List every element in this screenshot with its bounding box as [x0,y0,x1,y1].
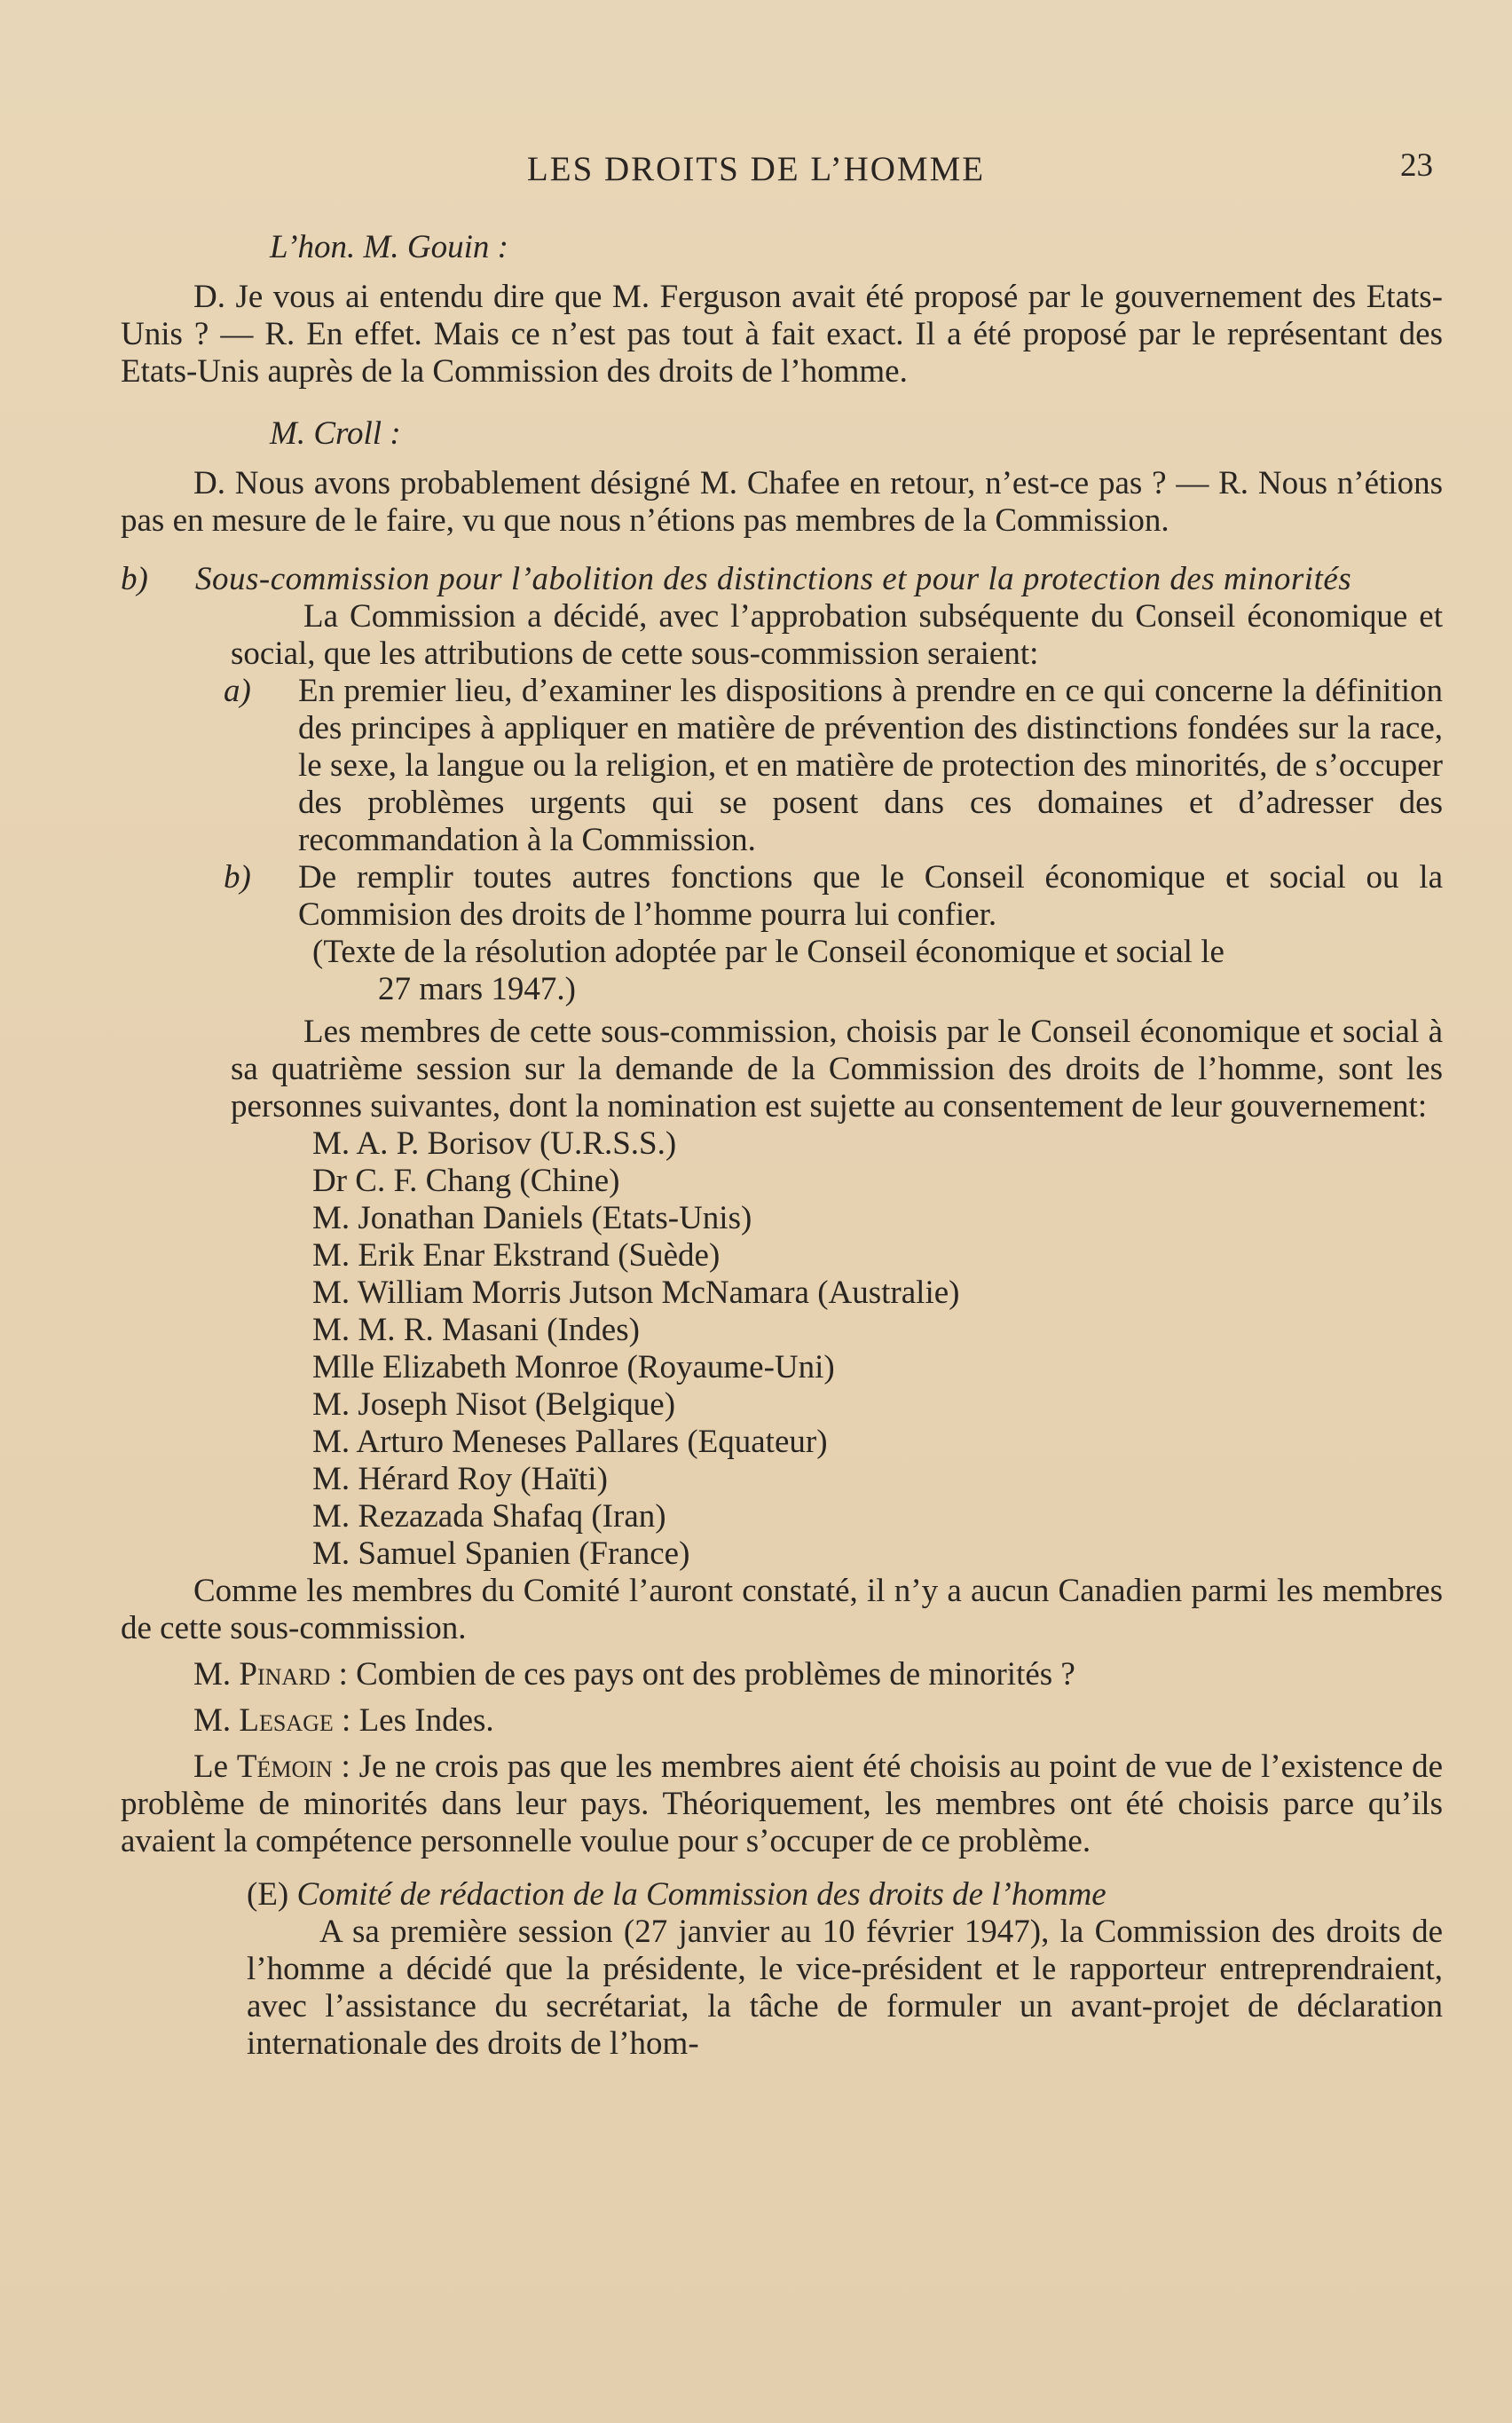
page-body [121,229,1443,2063]
section-b-intro: La Commission a décidé, avec l’approbation subséquente du Conseil économique et social, que les attributions de cette sous-commission seraient: [231,598,1443,672]
section-b-label: b) [121,561,148,597]
dialogue-pinard [121,1656,1443,1693]
member-name: M. William Morris Jutson McNamara (Australie) [312,1275,960,1311]
list-item [121,859,1443,934]
citation-line-2: 27 mars 1947.) [378,971,576,1007]
member-name: M. Rezazada Shafaq (Iran) [312,1498,666,1535]
speaker-gouin: L’hon. M. Gouin : [270,229,508,265]
member-name: M. Erik Enar Ekstrand (Suède) [312,1237,721,1274]
running-header-title: LES DROITS DE L’HOMME [526,150,986,188]
dialogue-text: : Je ne crois pas que les membres aient été choisis au point de vue de l’existence de problème de minorités dans leur pays. Théoriquement, les membres ont été choisis parce qu’ils avaient la compétence personnelle voulue pour s’occuper de ce problème. [121,1748,1444,1859]
members-list [121,1125,1443,1573]
member-name: M. A. P. Borisov (U.R.S.S.) [312,1125,677,1162]
speaker-croll: M. Croll : [270,415,401,452]
member-name: Dr C. F. Chang (Chine) [312,1163,620,1199]
dialogue-text: : Les Indes. [333,1702,494,1739]
speaker-name: Lesage [239,1702,334,1739]
item-text: De remplir toutes autres fonctions que le Conseil économique et social ou la Commision des droits de l’homme pourra lui confier. [298,859,1443,933]
section-e-heading [121,1876,1443,1914]
dialogue-temoin [121,1748,1443,1860]
list-item [121,673,1443,859]
speaker-name: Témoin [236,1748,333,1785]
member-name: M. Samuel Spanien (France) [312,1535,690,1572]
member-name: M. Joseph Nisot (Belgique) [312,1386,676,1423]
member-name: M. Arturo Meneses Pallares (Equateur) [312,1424,828,1460]
section-b-heading [121,561,1443,598]
citation-line-1: (Texte de la résolution adoptée par le Conseil économique et social le [312,934,1225,970]
section-b-title: Sous-commission pour l’abolition des distinctions et pour la protection des minorités [195,561,1352,597]
closing-remark: Comme les membres du Comité l’auront constaté, il n’y a aucun Canadien parmi les membres de cette sous-commission. [121,1573,1443,1646]
section-e-title: Comité de rédaction de la Commission des droits de l’homme [296,1876,1106,1913]
member-name: M. M. R. Masani (Indes) [312,1312,640,1348]
members-intro: Les membres de cette sous-commission, choisis par le Conseil économique et social à sa quatrième session sur la demande de la Commission des droits de l’homme, sont les personnes suivantes, dont la nomination est sujette au consentement de leur gouvernement: [231,1014,1443,1125]
item-label: b) [224,859,251,896]
croll-question-answer: D. Nous avons probablement désigné M. Chafee en retour, n’est-ce pas ? — R. Nous n’étions pas en mesure de le faire, vu que nous n’étions pas membres de la Commission. [121,465,1443,539]
dialogue-lesage [121,1702,1443,1740]
speaker-prefix: M. [193,1702,232,1739]
gouin-question-answer: D. Je vous ai entendu dire que M. Ferguson avait été proposé par le gouvernement des Etats-Unis ? — R. En effet. Mais ce n’est pas tout à fait exact. Il a été proposé par le représentant des Etats-Unis auprès de la Commission des droits de l’homme. [121,279,1443,390]
speaker-prefix: Le [193,1748,229,1785]
member-name: M. Jonathan Daniels (Etats-Unis) [312,1200,752,1236]
section-e-text: A sa première session (27 janvier au 10 février 1947), la Commission des droits de l’homme a décidé que la présidente, le vice-président et le rapporteur entreprendraient, avec l’assistance du secrétariat, la tâche de formuler un avant-projet de déclaration internationale des droits de l’hom- [247,1914,1443,2062]
item-text: En premier lieu, d’examiner les dispositions à prendre en ce qui concerne la définition des principes à appliquer en matière de prévention des distinctions fondées sur la race, le sexe, la langue ou la religion, et en matière de protection des minorités, de s’occuper des problèmes urgents qui se posent dans ces domaines et d’adresser des recommandation à la Commission. [298,673,1443,858]
dialogue-text: : Combien de ces pays ont des problèmes de minorités ? [330,1656,1075,1693]
member-name: Mlle Elizabeth Monroe (Royaume-Uni) [312,1349,835,1385]
speaker-name: Pinard [239,1656,331,1693]
section-e-label: (E) [247,1876,289,1913]
speaker-prefix: M. [193,1656,232,1693]
member-name: M. Hérard Roy (Haïti) [312,1461,608,1497]
page-number: 23 [1400,147,1433,184]
item-label: a) [224,673,251,709]
